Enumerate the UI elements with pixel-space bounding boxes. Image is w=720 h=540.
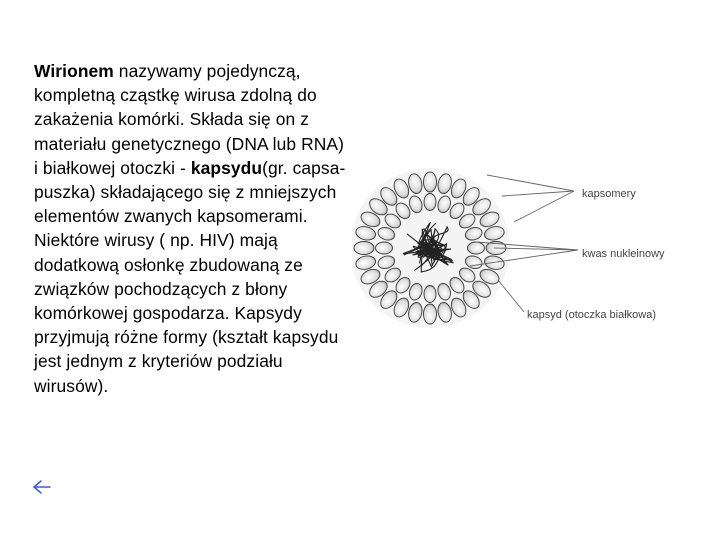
description-part-2: (gr. capsa- puszka) składającego się z mniejszych elementów zwanych kapsomerami. Niektóre wirusy ( np. HIV) mają dodatkową osłonkę zbudowaną ze związków pochodzących z błony komórkowej gospodarza. Kapsydy przyjmują różne formy (kształt kapsydu jest jednym z kryteriów podziału wirusów).	[34, 157, 346, 396]
term-capsid: kapsydu	[190, 157, 263, 178]
capsomere	[376, 242, 393, 254]
description-part-1: nazywamy pojedynczą, kompletną cząstkę wirusa zdolną do zakażenia komórki. Składa się on z materiału genetycznego (DNA lub RNA) i białkowej otoczki -	[34, 61, 345, 178]
capsomere	[468, 242, 485, 254]
capsomere	[424, 304, 437, 324]
capsomere	[424, 194, 436, 211]
virion-description	[34, 59, 352, 398]
label-capsomeres: kapsomery	[582, 188, 636, 200]
term-virion: Wirionem	[34, 61, 114, 81]
virion-diagram	[352, 150, 697, 360]
label-nucleic-acid: kwas nukleinowy	[582, 248, 665, 260]
capsomere	[354, 242, 374, 255]
label-capsid: kapsyd (otoczka białkowa)	[527, 309, 657, 321]
capsomere	[424, 286, 436, 303]
capsomere	[424, 172, 437, 192]
back-button[interactable]	[30, 474, 56, 500]
arrow-left-icon	[30, 474, 56, 500]
